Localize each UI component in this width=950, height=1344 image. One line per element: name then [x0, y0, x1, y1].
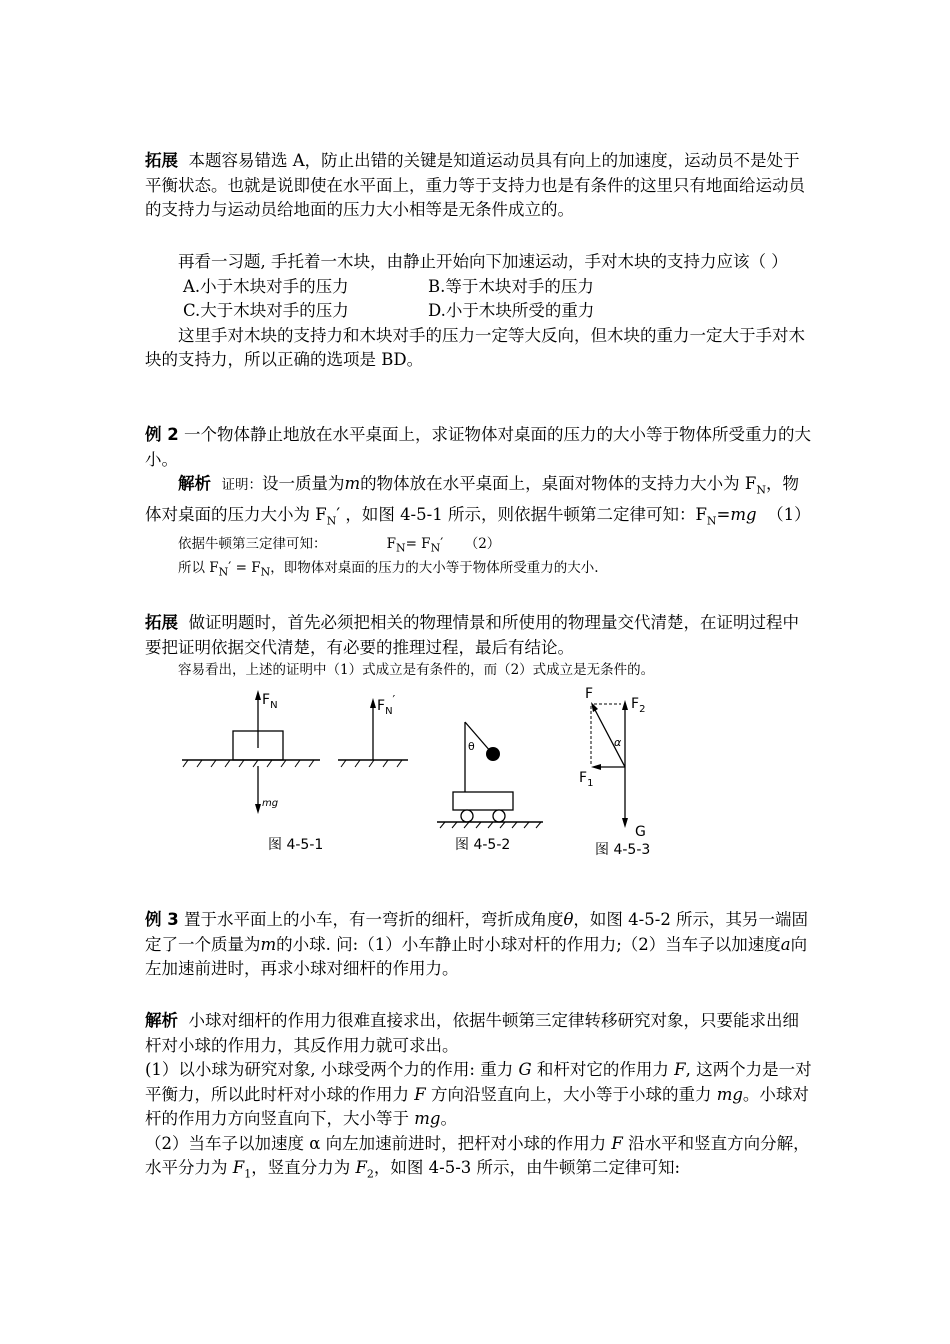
answer-text: 这里手对木块的支持力和木块对手的压力一定等大反向，但木块的重力一定大于手对木块的支持力，所以正确的选项是 BD。 — [145, 325, 805, 369]
example-2-text: 一个物体静止地放在水平桌面上，求证物体对桌面的压力的大小等于物体所受重力的大小。 — [145, 425, 811, 469]
equation-1-number: （1） — [767, 504, 811, 524]
f-symbol: F — [414, 1084, 426, 1104]
s1d: 方向沿竖直向上，大小等于小球的重力 — [430, 1084, 712, 1104]
figure-4-5-3 — [565, 684, 675, 862]
acceleration-symbol: a — [780, 934, 791, 954]
conclusion-line: 所以 $F_N' = F_N$，即物体对桌面的压力的大小等于物体所受重力的大小. — [178, 560, 599, 579]
f2-symbol: F — [355, 1158, 367, 1177]
option-a: A.小于木块对手的压力 — [183, 276, 349, 296]
theta-symbol: θ — [563, 910, 574, 929]
s1f: 。 — [440, 1109, 457, 1128]
extension-label: 拓展 — [145, 151, 178, 170]
proof-text-4: ′ ，如图 4-5-1 所示，则依据牛顿第二定律可知：F — [336, 504, 707, 524]
figure-4-5-1-caption: 图 4-5-1 — [268, 837, 324, 853]
example-3-text-1: 置于水平面上的小车，有一弯折的细杆，弯折成角度 — [183, 910, 564, 929]
s1b: 和杆对它的作用力 — [536, 1060, 669, 1079]
wheel-left — [461, 810, 473, 822]
s2b: 沿水平和竖直方向分解，水平分力为 — [145, 1133, 810, 1177]
options-row-1 — [145, 275, 813, 300]
ball — [486, 747, 500, 761]
proof-text-2: 的物体放在水平桌面上，桌面对物体的支持力大小为 F — [360, 474, 757, 493]
f-symbol: F — [674, 1060, 686, 1079]
subscript-n: N — [326, 514, 337, 528]
s2c: ，竖直分力为 — [251, 1158, 351, 1177]
option-d: D.小于木块所受的重力 — [428, 301, 595, 320]
mg-symbol: mg — [716, 1084, 743, 1104]
third-law-text: 依据牛顿第三定律可知： — [178, 535, 327, 552]
extension-paragraph-1 — [145, 149, 813, 223]
third-law-line: 依据牛顿第三定律可知： $F_N= F_N'$ （2） — [178, 535, 501, 555]
example-3-text-3: 的小球. 问:（1）小车静止时小球对杆的作用力;（2）当车子以加速度 — [276, 934, 781, 954]
s1c: , 这两个力是一对平衡力，所以此时杆对小球的作用力 — [145, 1060, 812, 1104]
proof-word: 证明： — [221, 477, 262, 493]
analysis-label: 解析 — [178, 474, 211, 493]
mg-symbol: mg — [730, 504, 757, 524]
subscript-2: 2 — [366, 1167, 374, 1181]
extension-text: 本题容易错选 A，防止出错的关键是知道运动员具有向上的加速度，运动员不是处于平衡状态。也就是说即使在水平面上，重力等于支持力也是有条件的这里只有地面给运动员的支持力与运动员给地面的压力大小相等是无条件成立的。 — [145, 151, 805, 219]
subscript-1: 1 — [244, 1167, 252, 1181]
equation-2-f: F — [386, 535, 396, 552]
f2-label: $F_2$ — [631, 696, 646, 715]
s2d: ，如图 4-5-3 所示，由牛顿第二定律可知: — [373, 1158, 681, 1177]
solution-part-2 — [145, 1132, 813, 1187]
s1a: (1）以小球为研究对象, 小球受两个力的作用: 重力 — [145, 1060, 514, 1079]
solution — [145, 1009, 813, 1187]
subscript-n: N — [706, 514, 717, 528]
extension-2-label: 拓展 — [145, 613, 178, 632]
option-b: B.等于木块对手的压力 — [428, 276, 594, 296]
wheel-right — [493, 810, 505, 822]
example-3-label: 例 3 — [145, 910, 179, 929]
mass-symbol: m — [260, 934, 277, 954]
proof-text-1: 设一质量为 — [262, 474, 345, 493]
example-2 — [145, 423, 813, 583]
alpha-label: α — [614, 736, 622, 749]
proof-text-3: ，物体对桌面的压力大小为 F — [145, 474, 799, 524]
example-3-text-4: 向左加速前进时，再求小球对细杆的作用力。 — [145, 934, 808, 978]
figure-4-5-2 — [435, 692, 550, 857]
mg-label: mg — [262, 798, 279, 809]
g-symbol: G — [518, 1060, 532, 1079]
extension-2-note: 容易看出，上述的证明中（1）式成立是有条件的，而（2）式成立是无条件的。 — [178, 662, 655, 678]
option-c: C.大于木块对手的压力 — [183, 301, 349, 320]
extension-paragraph-2 — [145, 611, 813, 680]
figure-4-5-3-caption: 图 4-5-3 — [595, 842, 651, 858]
mg-symbol: mg — [414, 1109, 441, 1128]
f1-label: $F_1$ — [579, 770, 594, 789]
f-symbol: F — [611, 1133, 623, 1153]
options-row-2 — [145, 299, 813, 324]
subscript-n: N — [395, 541, 406, 555]
equals-sign: = — [716, 504, 731, 524]
theta-label: θ — [468, 740, 475, 753]
conclusion-start: 所以 F — [178, 560, 219, 577]
s1e: 。小球对杆的作用力方向竖直向下，大小等于 — [145, 1084, 809, 1128]
figure-4-5-1 — [180, 686, 420, 856]
mass-symbol: m — [344, 474, 361, 493]
solution-part-1 — [145, 1058, 813, 1132]
solution-text: 小球对细杆的作用力很难直接求出，依据牛顿第三定律转移研究对象，只要能求出细杆对小球的作用力，其反作用力就可求出。 — [145, 1011, 799, 1055]
equation-2-number: （2） — [464, 535, 501, 552]
exercise-paragraph — [145, 250, 813, 373]
conclusion-end: ，即物体对桌面的压力的大小等于物体所受重力的大小. — [270, 560, 599, 577]
subscript-n: N — [756, 483, 766, 497]
subscript-n: N — [260, 565, 271, 579]
example-3 — [145, 908, 813, 982]
example-2-analysis — [145, 472, 813, 534]
example-3-text-2: ，如图 4-5-2 所示，其另一端固定了一个质量为 — [145, 910, 809, 954]
f-label: F — [585, 686, 594, 702]
subscript-n: N — [218, 565, 229, 579]
example-2-label: 例 2 — [145, 425, 179, 444]
f1-symbol: F — [232, 1158, 245, 1177]
extension-2-text: 做证明题时，首先必须把相关的物理情景和所使用的物理量交代清楚，在证明过程中要把证明依据交代清楚，有必要的推理过程，最后有结论。 — [145, 613, 799, 657]
s2a: （2）当车子以加速度 α 向左加速前进时，把杆对小球的作用力 — [145, 1133, 607, 1153]
cart-body — [453, 792, 513, 810]
exercise-text: 再看一习题, 手托着一木块，由静止开始向下加速运动，手对木块的支持力应该（ ） — [178, 252, 788, 271]
g-label: G — [635, 824, 646, 840]
subscript-n: N — [430, 541, 441, 555]
fn-prime-label: $F_N'$ — [377, 693, 396, 717]
solution-label: 解析 — [145, 1011, 178, 1030]
fn-label: $F_N$ — [262, 692, 278, 711]
figure-4-5-2-caption: 图 4-5-2 — [455, 837, 511, 853]
